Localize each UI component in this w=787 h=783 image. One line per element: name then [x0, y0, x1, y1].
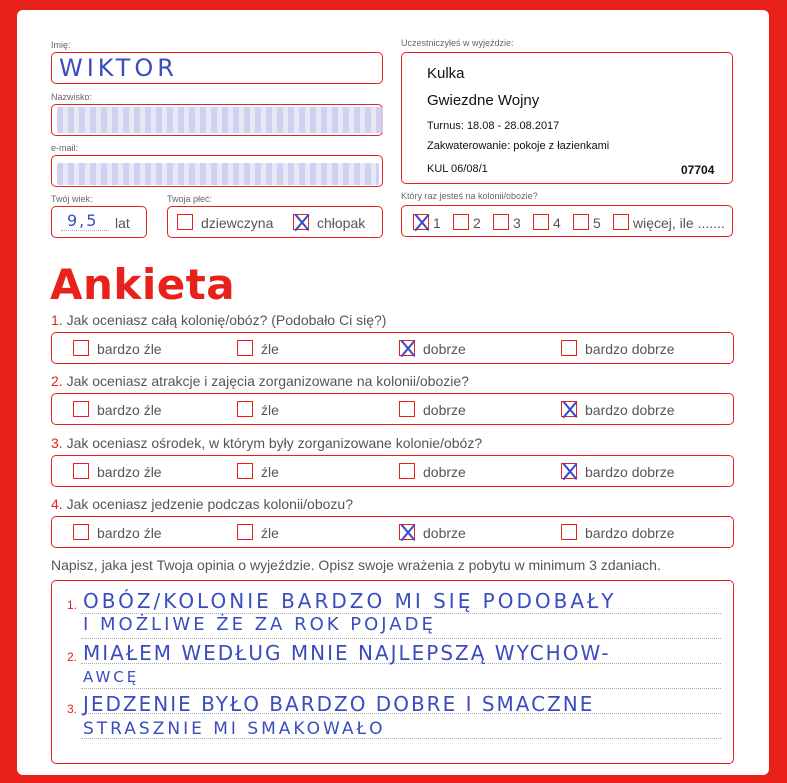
- rating-option-label: dobrze: [423, 402, 466, 418]
- rating-option-label: bardzo źle: [97, 464, 162, 480]
- rating-option-label: bardzo dobrze: [585, 402, 675, 418]
- checkbox-q3-option-1[interactable]: [73, 463, 89, 479]
- time-option-3: 3: [513, 215, 521, 231]
- first-name-value: WIKTOR: [59, 54, 178, 82]
- rating-option-label: źle: [261, 464, 279, 480]
- checkbox-q1-option-2[interactable]: [237, 340, 253, 356]
- rating-option-label: bardzo dobrze: [585, 464, 675, 480]
- question-1-text: [51, 312, 386, 328]
- question-number: 4.: [51, 496, 63, 512]
- time-option-1: 1: [433, 215, 441, 231]
- time-option-more: więcej, ile .......: [633, 215, 725, 231]
- opinion-prompt: Napisz, jaka jest Twoja opinia o wyjeździe. Opisz swoje wrażenia z pobytu w minimum 3 zdaniach.: [51, 557, 661, 573]
- checkbox-q3-option-4[interactable]: [561, 463, 577, 479]
- opinion-text-line: OBÓZ/KOLONIE BARDZO MI SIĘ PODOBAŁY: [83, 589, 617, 613]
- question-number: 2.: [51, 373, 63, 389]
- rating-option-label: bardzo źle: [97, 402, 162, 418]
- checkbox-q4-option-4[interactable]: [561, 524, 577, 540]
- rating-option-label: bardzo źle: [97, 341, 162, 357]
- question-label: Jak oceniasz jedzenie podczas kolonii/obozu?: [66, 496, 353, 512]
- checkbox-q3-option-3[interactable]: [399, 463, 415, 479]
- checkbox-time-3[interactable]: [493, 214, 509, 230]
- question-4-text: [51, 496, 353, 512]
- first-name-label: Imię:: [51, 40, 71, 50]
- opinion-text-line: I MOŻLIWE ŻE ZA ROK POJADĘ: [83, 614, 436, 635]
- writing-line: [81, 688, 721, 689]
- rating-option-label: źle: [261, 402, 279, 418]
- participated-label: Uczestniczyłeś w wyjeździe:: [401, 38, 514, 48]
- checkbox-dziewczyna[interactable]: [177, 214, 193, 230]
- checkbox-q2-option-1[interactable]: [73, 401, 89, 417]
- opinion-line-number: 2.: [67, 650, 78, 664]
- rating-option-label: bardzo źle: [97, 525, 162, 541]
- rating-option-label: dobrze: [423, 341, 466, 357]
- question-label: Jak oceniasz atrakcje i zajęcia zorganizowane na kolonii/obozie?: [66, 373, 469, 389]
- last-name-label: Nazwisko:: [51, 92, 93, 102]
- checkbox-q1-option-3[interactable]: [399, 340, 415, 356]
- rating-option-label: źle: [261, 525, 279, 541]
- rating-option-label: dobrze: [423, 525, 466, 541]
- checkbox-q2-option-2[interactable]: [237, 401, 253, 417]
- checkbox-q2-option-3[interactable]: [399, 401, 415, 417]
- survey-sheet: [17, 10, 769, 775]
- time-option-2: 2: [473, 215, 481, 231]
- opinion-text-line: MIAŁEM WEDŁUG MNIE NAJLEPSZĄ WYCHOW-: [83, 641, 611, 665]
- time-option-5: 5: [593, 215, 601, 231]
- opinion-line-number: 3.: [67, 702, 78, 716]
- age-unit: lat: [115, 215, 130, 231]
- age-field[interactable]: [51, 206, 147, 238]
- trip-program: Gwiezdne Wojny: [427, 92, 540, 109]
- checkbox-q4-option-1[interactable]: [73, 524, 89, 540]
- age-underline: [61, 230, 109, 231]
- trip-accommodation: Zakwaterowanie: pokoje z łazienkami: [427, 140, 610, 152]
- gender-option-girl: dziewczyna: [201, 215, 274, 231]
- checkbox-time-1[interactable]: [413, 214, 429, 230]
- email-label: e-mail:: [51, 143, 79, 153]
- checkbox-q1-option-4[interactable]: [561, 340, 577, 356]
- redacted-last-name: [57, 107, 383, 133]
- checkbox-q3-option-2[interactable]: [237, 463, 253, 479]
- checkbox-q4-option-2[interactable]: [237, 524, 253, 540]
- question-2-text: [51, 373, 469, 389]
- trip-turnus: Turnus: 18.08 - 28.08.2017: [427, 120, 560, 132]
- opinion-text-line: JEDZENIE BYŁO BARDZO DOBRE I SMACZNE: [83, 692, 595, 716]
- question-label: Jak oceniasz całą kolonię/obóz? (Podobało Ci się?): [66, 312, 387, 328]
- checkbox-q2-option-4[interactable]: [561, 401, 577, 417]
- opinion-text-line: AWCĘ: [83, 668, 140, 686]
- gender-label: Twoja płeć:: [167, 194, 213, 204]
- question-label: Jak oceniasz ośrodek, w którym były zorganizowane kolonie/obóz?: [66, 435, 483, 451]
- redacted-email: [57, 163, 379, 185]
- opinion-text-line: STRASZNIE MI SMAKOWAŁO: [83, 719, 386, 739]
- checkbox-time-4[interactable]: [533, 214, 549, 230]
- trip-name: Kulka: [427, 65, 465, 82]
- checkbox-time-more[interactable]: [613, 214, 629, 230]
- gender-option-boy: chłopak: [317, 215, 366, 231]
- trip-code: KUL 06/08/1: [427, 163, 488, 175]
- rating-option-label: źle: [261, 341, 279, 357]
- time-option-4: 4: [553, 215, 561, 231]
- checkbox-chlopak[interactable]: [293, 214, 309, 230]
- opinion-line-number: 1.: [67, 598, 78, 612]
- checkbox-time-5[interactable]: [573, 214, 589, 230]
- checkbox-time-2[interactable]: [453, 214, 469, 230]
- writing-line: [81, 638, 721, 639]
- question-number: 1.: [51, 312, 63, 328]
- rating-option-label: dobrze: [423, 464, 466, 480]
- question-number: 3.: [51, 435, 63, 451]
- age-value: 9,5: [67, 211, 99, 230]
- checkbox-q1-option-1[interactable]: [73, 340, 89, 356]
- checkbox-q4-option-3[interactable]: [399, 524, 415, 540]
- page-title: Ankieta: [50, 260, 236, 309]
- question-3-text: [51, 435, 482, 451]
- rating-option-label: bardzo dobrze: [585, 525, 675, 541]
- which-time-label: Który raz jesteś na kolonii/obozie?: [401, 191, 538, 201]
- trip-number: 07704: [681, 163, 715, 177]
- rating-option-label: bardzo dobrze: [585, 341, 675, 357]
- age-label: Twój wiek:: [51, 194, 93, 204]
